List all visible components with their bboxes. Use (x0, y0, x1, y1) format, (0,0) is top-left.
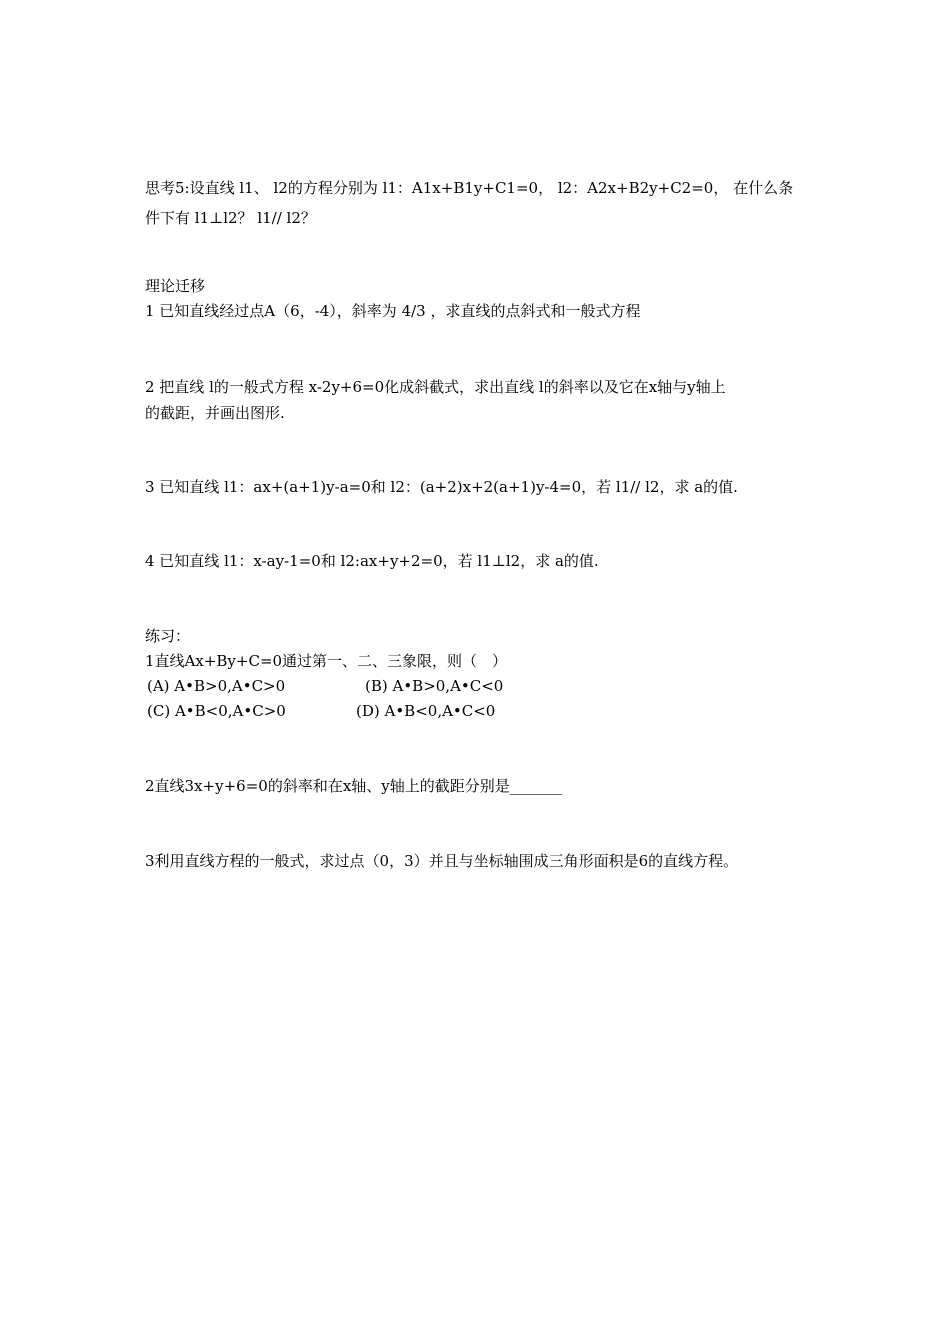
option-b: (B) A•B>0,A•C<0 (365, 677, 504, 695)
think5-line1: 思考5:设直线 l1、 l2的方程分别为 l1：A1x+B1y+C1=0， l2：A2x+B2y+C2=0， 在什么条 (145, 179, 794, 197)
theory-question-2-line2: 的截距，并画出图形. (145, 404, 285, 422)
think5-line2: 件下有 l1⊥l2？ l1// l2？ (145, 209, 316, 227)
practice-question-3: 3利用直线方程的一般式，求过点（0，3）并且与坐标轴围成三角形面积是6的直线方程。 (145, 852, 739, 870)
option-a: (A) A•B>0,A•C>0 (147, 677, 286, 695)
theory-question-4: 4 已知直线 l1：x-ay-1=0和 l2:ax+y+2=0，若 l1⊥l2，求 a的值. (145, 552, 599, 570)
theory-question-2-line1: 2 把直线 l的一般式方程 x-2y+6=0化成斜截式，求出直线 l的斜率以及它在x轴与y轴上 (145, 378, 726, 396)
practice-heading: 练习： (145, 627, 191, 645)
theory-heading: 理论迁移 (145, 277, 206, 295)
theory-question-1: 1 已知直线经过点A（6，-4），斜率为 4/3 ，求直线的点斜式和一般式方程 (145, 302, 641, 320)
option-c: (C) A•B<0,A•C>0 (147, 702, 286, 720)
practice-question-1: 1直线Ax+By+C=0通过第一、二、三象限，则（ ） (145, 652, 508, 670)
theory-question-3: 3 已知直线 l1：ax+(a+1)y-a=0和 l2：(a+2)x+2(a+1)y-4=0，若 l1// l2，求 a的值. (145, 478, 738, 496)
option-d: (D) A•B<0,A•C<0 (356, 702, 496, 720)
practice-question-2: 2直线3x+y+6=0的斜率和在x轴、y轴上的截距分别是_______ (145, 777, 563, 795)
